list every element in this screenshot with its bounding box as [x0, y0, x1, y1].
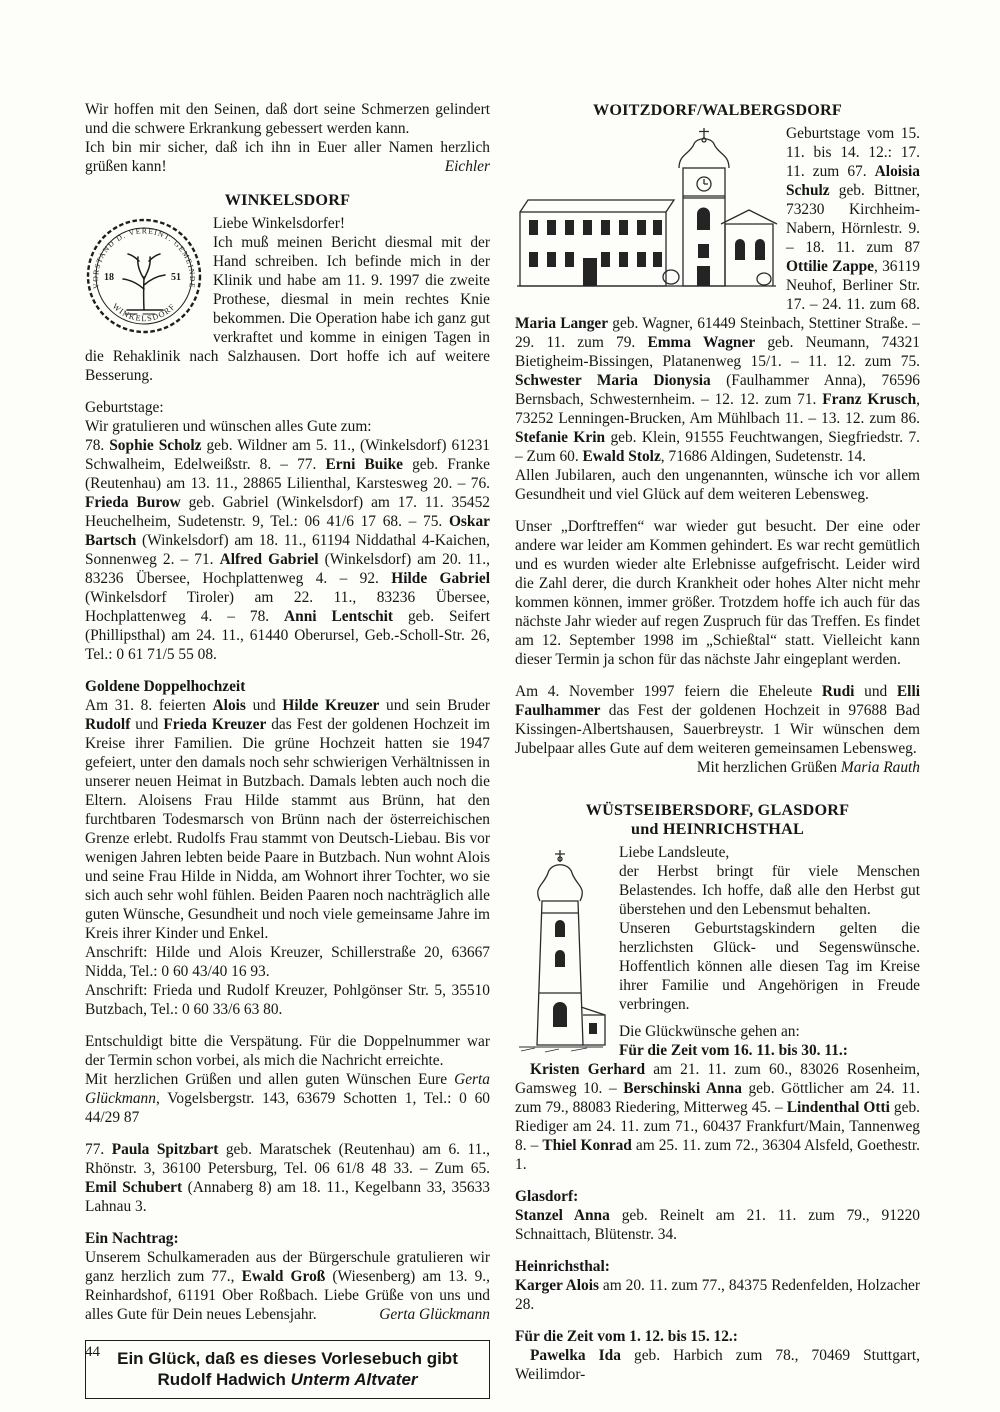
geburtstage-list: 78. Sophie Scholz geb. Wildner am 5. 11., (Winkelsdorf) 61231 Schwalheim, Edelweißstr. 8. – 77. Erni Buike geb. Franke (Reutenhau) am 13. 11., 28865 Lilienthal, Karstesweg 20. – 76. Frieda Burow geb. Gabriel (Winkelsdorf) am 17. 11. 35452 Heuchelheim, Sudetenstr. 9, Tel.: 06 41/6 17 68. – 75. Oskar Bartsch (Winkelsdorf) am 18. 11., 61194 Niddathal 4-Kaichen, Sonnenweg 2. – 71. Alfred Gabriel (Winkelsdorf) am 20. 11., 83236 Übersee, Hochplattenweg 4. – 92. Hilde Gabriel (Winkelsdorf Tiroler) am 22. 11., 83236 Übersee, Hochplattenweg 4. – 78. Anni Lentschit geb. Seifert (Phillipsthal) am 24. 11., 61440 Oberursel, Geb.-Scholl-Str. 26, Tel.: 0 61 71/5 55 08.	[85, 437, 491, 663]
winkelsdorf-section	[85, 214, 490, 385]
anschrift-kreuzer-1: Anschrift: Hilde und Alois Kreuzer, Schillerstraße 20, 63667 Nidda, Tel.: 0 60 43/40 16 93.	[85, 944, 490, 980]
period2-list: Pawelka Ida geb. Harbich zum 78., 70469 Stuttgart, Weilimdor-	[515, 1347, 920, 1383]
wuest-greeting: Liebe Landsleute,	[619, 844, 730, 861]
woitzdorf-birthdays: Geburtstage vom 15. 11. bis 14. 12.: 17. 11. zum 67. Aloisia Schulz geb. Bittner, 73230 Kirchheim-Nabern, Hörnlestr. 9. – 18. 11. zum 87 Ottilie Zappe, 36119 Neuhof, Berliner Str. 17. – 24. 11. zum 68. Maria Langer geb. Wagner, 61449 Steinbach, Stettiner Straße. – 29. 11. zum 79. Emma Wagner geb. Neumann, 74321 Bietigheim-Bissingen, Platanenweg 15/1. – 11. 12. zum 75. Schwester Maria Dionysia (Faulhammer Anna), 76596 Bernsbach, Schwesternheim. – 12. 12. zum 71. Franz Krusch, 73252 Lenningen-Brucken, Am Mühlbach 11. – 13. 12. zum 86. Stefanie Krin geb. Klein, 91555 Feuchtwangen, Siegfriedstr. 7. – Zum 60. Ewald Stolz, 71686 Aldingen, Sudetenstr. 14.	[515, 125, 921, 465]
ad-line-2: Rudolf Hadwich Unterm Altvater	[157, 1370, 418, 1389]
period1-list: Kristen Gerhard am 21. 11. zum 60., 83026 Rosenheim, Gamsweg 10. – Berschinski Anna geb. Göttlicher am 24. 11. zum 79., 88083 Riedering, Mitterweg 45. – Lindenthal Otti geb. Riediger am 24. 11. zum 71., 60437 Frankfurt/Main, Tannenweg 8. – Thiel Konrad am 25. 11. zum 72., 36304 Alsfeld, Goethestr. 1.	[515, 1061, 921, 1173]
glasdorf-list: Stanzel Anna geb. Reinelt am 21. 11. zum 79., 91220 Schnaittach, Blütenstr. 34.	[515, 1207, 920, 1243]
heinrichsthal-church-tower-illustration	[515, 845, 607, 1053]
right-column	[515, 100, 920, 1399]
intro-paragraph-1: Wir hoffen mit den Seinen, daß dort seine Schmerzen gelindert und die schwere Erkrankung gebessert werden kann.	[85, 101, 490, 137]
heinrichsthal-list: Karger Alois am 20. 11. zum 77., 84375 Redenfelden, Holzacher 28.	[515, 1277, 920, 1313]
seal-ring-top-text: VORSTAND D. VEREINT. GEMEINDE	[90, 226, 198, 290]
nachtrag-body	[85, 1248, 490, 1324]
seal-year-right: 51	[171, 272, 181, 283]
page-number: 44	[85, 1344, 100, 1360]
intro-signature: Eichler	[444, 158, 490, 175]
winkelsdorf-greeting: Liebe Winkelsdorfer!	[213, 215, 345, 232]
faulhammer-signature: Mit herzlichen Grüßen Maria Rauth	[696, 759, 920, 776]
left-column	[85, 100, 490, 1399]
nachtrag-text: Unserem Schulkameraden aus der Bürgerschule gratulieren wir ganz herzlich zum 77., Ewald Groß (Wiesenberg) am 13. 9., Reinhardshof, 61191 Ober Roßbach. Liebe Grüße von uns und alles Gute für Dein neues Lebensjahr.	[85, 1249, 490, 1323]
wuestseibersdorf-section	[515, 843, 920, 1174]
intro-paragraph-2	[85, 138, 490, 176]
anschrift-kreuzer-2: Anschrift: Frieda und Rudolf Kreuzer, Pohlgönser Str. 5, 35510 Butzbach, Tel.: 0 60 33/6 63 80.	[85, 982, 490, 1018]
wuestseibersdorf-heading-line-1: WÜSTSEIBERSDORF, GLASDORF	[585, 801, 850, 819]
period2-heading: Für die Zeit vom 1. 12. bis 15. 12.:	[515, 1328, 738, 1345]
verspaetung-greeting: Mit herzlichen Grüßen und allen guten Wünschen Eure Gerta Glückmann, Vogelsbergstr. 143, 63679 Schotten 1, Tel.: 0 60 44/29 87	[85, 1071, 490, 1126]
woitzdorf-heading: WOITZDORF/WALBERGSDORF	[592, 101, 843, 119]
nachtrag-heading: Ein Nachtrag:	[85, 1230, 179, 1247]
woitzdorf-church-illustration	[515, 126, 778, 294]
dorftreffen-text: Unser „Dorftreffen“ war wieder gut besucht. Der eine oder andere war leider am Kommen gehindert. Es war recht gemütlich und es wurden wieder alte Erlebnisse aufgefrischt. Leider wird die Zahl derer, die durch Krankheit oder hohes Alter nicht mehr kommen können, immer größer. Trotzdem hoffe ich auch für das nächste Jahr wieder auf regen Zuspruch für das Treffen. Es findet am 12. September 1998 im „Schießtal“ statt. Vielleicht kann dieser Termin ja schon für das nächste Jahr eingeplant werden.	[515, 518, 920, 668]
winkelsdorf-heading: WINKELSDORF	[224, 191, 351, 209]
wuestseibersdorf-heading	[515, 801, 920, 839]
woitzdorf-jubilare: Allen Jubilaren, auch den ungenannten, wünsche ich vor allem Gesundheit und viel Glück auf dem weiteren Lebensweg.	[515, 467, 920, 503]
winkelsdorf-body: Ich muß meinen Bericht diesmal mit der Hand schreiben. Ich befinde mich in der Klinik und habe am 11. 9. 1997 die zweite Prothese, diesmal in mein rechtes Knie bekommen. Die Operation habe ich ganz gut verkraftet und komme in einigen Tagen in die Rehaklinik nach Salzhausen. Dort hoffe ich auf weitere Besserung.	[85, 234, 490, 384]
book-ad-box	[85, 1340, 490, 1399]
wuest-body-2: Unseren Geburtstagskindern gelten die herzlichsten Glück- und Segenswünsche. Hoffentlich können alle diesen Tag im Kreise ihrer Familie und Angehörigen in Freude verbringen.	[619, 920, 920, 1013]
verspaetung-text: Entschuldigt bitte die Verspätung. Für die Doppelnummer war der Termin schon vorbei, als mich die Nachricht erreichte.	[85, 1033, 490, 1069]
period1-heading: Für die Zeit vom 16. 11. bis 30. 11.:	[619, 1042, 848, 1059]
seal-tree-drawing	[123, 254, 165, 314]
seal-ring-bottom-text: WINKELSDORF	[110, 301, 178, 324]
geburtstage-label: Geburtstage:	[85, 399, 164, 416]
wuest-body-1: der Herbst bringt für viele Menschen Belastendes. Ich hoffe, daß alle den Herbst gut überstehen und den Lebensmut behalten.	[619, 863, 920, 918]
ad-line-1: Ein Glück, daß es dieses Vorlesebuch gibt	[117, 1349, 458, 1368]
faulhammer-text: Am 4. November 1997 feiern die Eheleute Rudi und Elli Faulhammer das Fest der goldenen Hochzeit in 97688 Bad Kissingen-Albertshausen, Sauerbreystr. 1 Wir wünschen dem Jubelpaar alles Gute auf dem weiteren gemeinsamen Lebensweg.	[515, 683, 921, 757]
wuestseibersdorf-heading-line-2: und HEINRICHSTHAL	[631, 820, 804, 838]
wuest-lead: Die Glückwünsche gehen an:	[619, 1023, 800, 1040]
intro-text: Ich bin mir sicher, daß ich ihn in Euer aller Namen herzlich grüßen kann!	[85, 139, 490, 175]
two-column-layout	[85, 100, 920, 1399]
winkelsdorf-seal-image	[85, 217, 203, 335]
spitzbart-entry: 77. Paula Spitzbart geb. Maratschek (Reutenhau) am 6. 11., Rhönstr. 3, 36100 Petersburg, Tel. 06 61/8 48 33. – Zum 65. Emil Schubert (Annaberg 8) am 18. 11., Kegelbann 33, 35633 Lahnau 3.	[85, 1141, 491, 1215]
geburtstage-lead: Wir gratulieren und wünschen alles Gute zum:	[85, 418, 372, 435]
doppelhochzeit-body: Am 31. 8. feierten Alois und Hilde Kreuzer und sein Bruder Rudolf und Frieda Kreuzer das Fest der goldenen Hochzeit im Kreise ihrer Familien. Die grüne Hochzeit hatten sie 1947 gefeiert, unter den damals noch sehr schwierigen Verhältnissen in unserer neuen Heimat in Butzbach. Damals lebten auch noch die Eltern. Aloisens Frau Hilde stammt aus Brünn, hat den furchtbaren Todesmarsch von Brünn nach der österreichischen Grenze erlebt. Rudolfs Frau stammt von Deutsch-Liebau. Bis vor wenigen Jahren lebten beide Paare in Butzbach. Nun wohnt Alois und seine Frau Hilde in Nidda, am Wohnort ihrer Tochter, wo sie sich auch sehr wohl fühlen. Beiden Paaren noch nachträglich alle guten Wünsche, Gesundheit und noch viele gemeinsame Jahre im Kreis ihrer Kinder und Enkel.	[85, 697, 490, 942]
seal-year-left: 18	[104, 272, 114, 283]
heinrichsthal-heading: Heinrichsthal:	[515, 1258, 610, 1275]
doppelhochzeit-heading: Goldene Doppelhochzeit	[85, 678, 246, 695]
nachtrag-signature: Gerta Glückmann	[379, 1306, 490, 1323]
woitzdorf-section	[515, 124, 920, 504]
glasdorf-heading: Glasdorf:	[515, 1188, 579, 1205]
